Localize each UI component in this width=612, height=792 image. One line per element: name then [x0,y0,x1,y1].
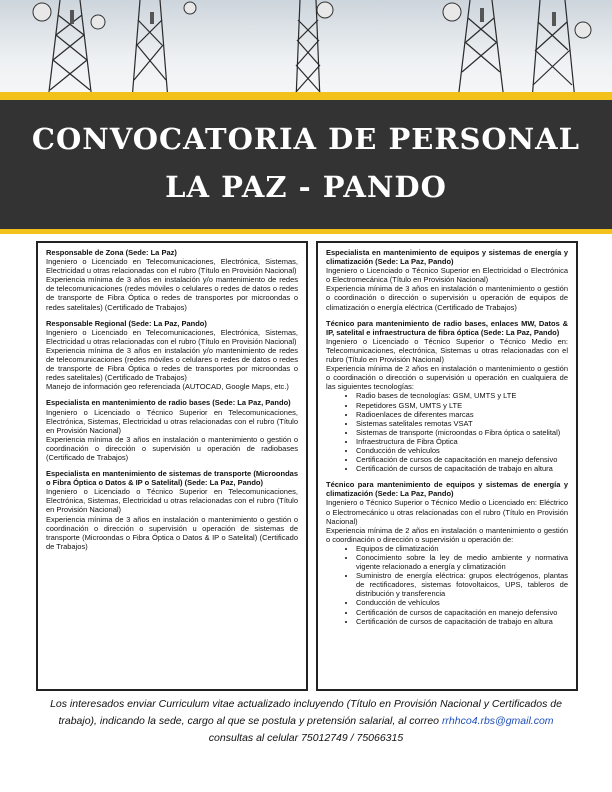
job-section [326,248,568,312]
job-requirement: Ingeniero o Licenciado en Telecomunicaciones, Electrónica, Sistemas, Electricidad u otras relacionadas con el rubro (Título en Provisión Nacional) [46,327,298,346]
list-item: • Radio bases de tecnologías: GSM, UMTS y LTE [356,391,568,400]
requirement-list [326,544,568,626]
job-title: Especialista en mantenimiento de equipos y sistemas de energía y climatización (Sede: La Paz, Pando) [326,248,568,267]
list-item: • Certificación de cursos de capacitación en manejo defensivo [356,455,568,464]
contact-email[interactable]: rrhhco4.rbs@gmail.com [441,715,554,727]
job-section [46,319,298,392]
list-item: • Equipos de climatización [356,544,568,553]
page-subtitle: LA PAZ - PANDO [165,170,447,204]
job-requirement: Ingeniero o Licenciado o Técnico Superior en Telecomunicaciones, Electrónica, Sistemas, Electricidad u otras relacionadas con el rubro (Título en Provisión Nacional) [46,487,298,515]
job-requirement: Experiencia mínima de 3 años en instalación o mantenimiento o gestión o coordinación o dirección o supervisión u operación de sistemas de transporte (Microondas o Fibra Óptica o Datos & IP o Satelital) (Certificado de Trabajos) [46,514,298,551]
yellow-stripe-bottom [0,229,612,234]
header-photo [0,0,612,100]
job-requirement: Ingeniero o Licenciado o Técnico Superior en Telecomunicaciones, Electrónica, Sistemas, Electricidad u otras relacionadas con el rubro (Título en Provisión Nacional) [46,407,298,435]
list-item: • Conocimiento sobre la ley de medio ambiente y normativa vigente relacionado a energía y climatización [356,553,568,571]
job-requirement: Experiencia mínima de 3 años en instalación y/o mantenimiento de redes de telecomunicaciones (redes móviles o celulares o redes de datos o redes de transporte de Fibra Óptica o redes de transportes por microondas o redes satelitales) (Certificado de Trabajos) [46,345,298,383]
job-requirement: Experiencia mínima de 3 años en instalación o mantenimiento o gestión o coordinación o dirección o supervisión u operación de radiobases (Certificado de Trabajos) [46,434,298,462]
job-title: Especialista en mantenimiento de radio bases (Sede: La Paz, Pando) [46,398,291,408]
job-title: Responsable de Zona (Sede: La Paz) [46,248,177,257]
job-requirement: Experiencia mínima de 3 años en instalación y/o mantenimiento de redes de telecomunicaciones (redes móviles o celulares o redes de datos o redes de transporte de Fibra Óptica o redes de transportes por microondas o redes satelitales) (Certificado de Trabajos) [46,275,298,312]
list-item: • Infraestructura de Fibra Óptica [356,437,568,446]
job-requirement: Experiencia mínima de 2 años en instalación o mantenimiento o gestión o coordinación o dirección o supervisión u operación en cualquiera de las siguientes tecnologías: [326,364,568,392]
job-section [46,469,298,551]
list-item: • Suministro de energía eléctrica: grupos electrógenos, plantas de rectificadores, sistemas fotovoltaicos, UPS, tableros de distribución y transferencia [356,571,568,598]
job-section [326,480,568,626]
job-title: Especialista en mantenimiento de sistemas de transporte (Microondas o Fibra Óptica o Datos & IP o Satelital) (Sede: La Paz, Pando) [46,469,298,488]
list-item: • Repetidores GSM, UMTS y LTE [356,401,568,410]
list-item: • Certificación de cursos de capacitación de trabajo en altura [356,464,568,473]
left-column [36,241,308,691]
requirement-list [326,391,568,473]
job-section [46,248,298,312]
contact-footer [40,696,572,747]
job-title: Técnico para mantenimiento de equipos y sistemas de energía y climatización (Sede: La Paz, Pando) [326,480,568,499]
job-requirement: Ingeniero o Licenciado en Telecomunicaciones, Electrónica, Sistemas, Electricidad u otras relacionadas con el rubro (Título en Provisión Nacional) [46,257,298,276]
job-section [46,398,298,462]
job-title: Técnico para mantenimiento de radio bases, enlaces MW, Datos & IP, satelital e infraestructura de fibra óptica (Sede: La Paz, Pando) [326,318,568,337]
job-title: Responsable Regional (Sede: La Paz, Pando) [46,318,207,328]
job-requirement: Experiencia mínima de 3 años en instalación o mantenimiento o gestión o coordinación o dirección o supervisión u operación de equipos de climatización o energía eléctrica (Certificado de Trabajos) [326,284,568,312]
antenna-towers-illustration [0,0,612,100]
list-item: • Sistemas de transporte (microondas o Fibra óptica o satelital) [356,428,568,437]
job-requirement: Ingeniero o Técnico Superior o Técnico Medio o Licenciado en: Eléctrico o Electromecánico u otras relacionadas con el rubro (Título en Provisión Nacional) [326,498,568,526]
list-item: • Sistemas satelitales remotas VSAT [356,419,568,428]
job-requirement: Ingeniero o Licenciado o Técnico Superior o Técnico Medio en: Telecomunicaciones, electrónica, Sistemas u otras relacionadas con el rubro (Título en Provisión Nacional) [326,336,568,365]
job-requirement: Ingeniero o Licenciado o Técnico Superior en Electricidad o Electrónica o Electromecánica (Título en Provisión Nacional) [326,266,568,285]
list-item: • Certificación de cursos de capacitación en manejo defensivo [356,608,568,617]
list-item: • Conducción de vehículos [356,446,568,455]
list-item: • Radioenlaces de diferentes marcas [356,410,568,419]
list-item: • Certificación de cursos de capacitación de trabajo en altura [356,617,568,626]
footer-instructions: Los interesados enviar Curriculum vitae actualizado incluyendo (Título en Provisión Nacional y Certificados de trabajo), indicando la sede, cargo al que se postula y pretensión salarial, al correo [50,698,562,727]
page-title: CONVOCATORIA DE PERSONAL [31,122,581,156]
job-section [326,319,568,474]
job-requirement: Manejo de información geo referenciada (AUTOCAD, Google Maps, etc.) [46,382,289,392]
contact-phone: consultas al celular 75012749 / 75066315 [208,732,404,744]
title-banner [0,100,612,230]
job-requirement: Experiencia mínima de 2 años en instalación o mantenimiento o gestión o coordinación o dirección o supervisión u operación de: [326,525,568,544]
list-item: • Conducción de vehículos [356,598,568,607]
right-column [316,241,578,691]
